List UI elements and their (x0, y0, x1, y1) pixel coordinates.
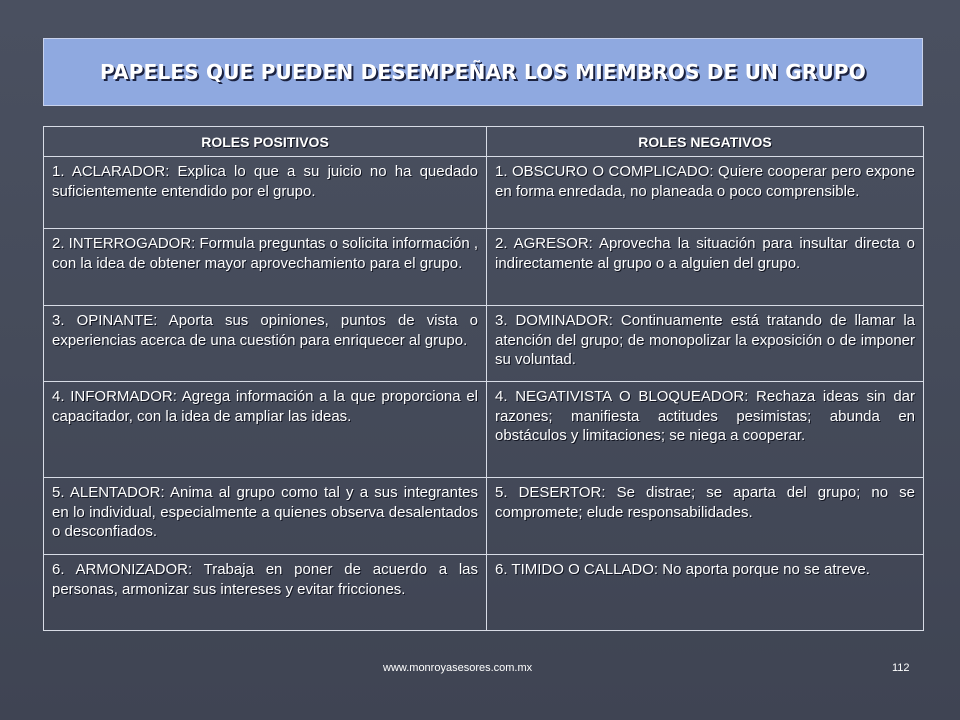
negative-role-cell: 2. AGRESOR: Aprovecha la situación para insultar directa o indirectamente al grupo o a alguien del grupo. (487, 229, 924, 306)
page-number: 112 (892, 662, 910, 674)
slide-title-box (43, 38, 923, 106)
positive-role-cell: 1. ACLARADOR: Explica lo que a su juicio no ha quedado suficientemente entendido por el grupo. (44, 157, 487, 229)
table-row (44, 229, 924, 306)
footer-url: www.monroyasesores.com.mx (383, 662, 533, 674)
table-row (44, 555, 924, 631)
negative-role-cell: 6. TIMIDO O CALLADO: No aporta porque no se atreve. (487, 555, 924, 631)
positive-role-cell: 5. ALENTADOR: Anima al grupo como tal y a sus integrantes en lo individual, especialmente a quienes observa desalentados o desconfiados. (44, 478, 487, 555)
positive-role-cell: 4. INFORMADOR: Agrega información a la que proporciona el capacitador, con la idea de ampliar las ideas. (44, 382, 487, 478)
negative-role-cell: 1. OBSCURO O COMPLICADO: Quiere cooperar pero expone en forma enredada, no planeada o poco comprensible. (487, 157, 924, 229)
slide-title: PAPELES QUE PUEDEN DESEMPEÑAR LOS MIEMBROS DE UN GRUPO (100, 60, 866, 84)
positive-role-cell: 2. INTERROGADOR: Formula preguntas o solicita información , con la idea de obtener mayor aprovechamiento para el grupo. (44, 229, 487, 306)
table-row (44, 478, 924, 555)
header-positive-roles: ROLES POSITIVOS (44, 127, 487, 157)
negative-role-cell: 4. NEGATIVISTA O BLOQUEADOR: Rechaza ideas sin dar razones; manifiesta actitudes pesimistas; abunda en obstáculos y limitaciones; se niega a cooperar. (487, 382, 924, 478)
table-header-row (44, 127, 924, 157)
positive-role-cell: 6. ARMONIZADOR: Trabaja en poner de acuerdo a las personas, armonizar sus intereses y evitar fricciones. (44, 555, 487, 631)
table-row (44, 306, 924, 382)
header-negative-roles: ROLES NEGATIVOS (487, 127, 924, 157)
table-row (44, 157, 924, 229)
negative-role-cell: 5. DESERTOR: Se distrae; se aparta del grupo; no se compromete; elude responsabilidades. (487, 478, 924, 555)
roles-table (43, 126, 924, 631)
negative-role-cell: 3. DOMINADOR: Continuamente está tratando de llamar la atención del grupo; de monopolizar la exposición o de imponer su voluntad. (487, 306, 924, 382)
table-row (44, 382, 924, 478)
positive-role-cell: 3. OPINANTE: Aporta sus opiniones, puntos de vista o experiencias acerca de una cuestión para enriquecer al grupo. (44, 306, 487, 382)
